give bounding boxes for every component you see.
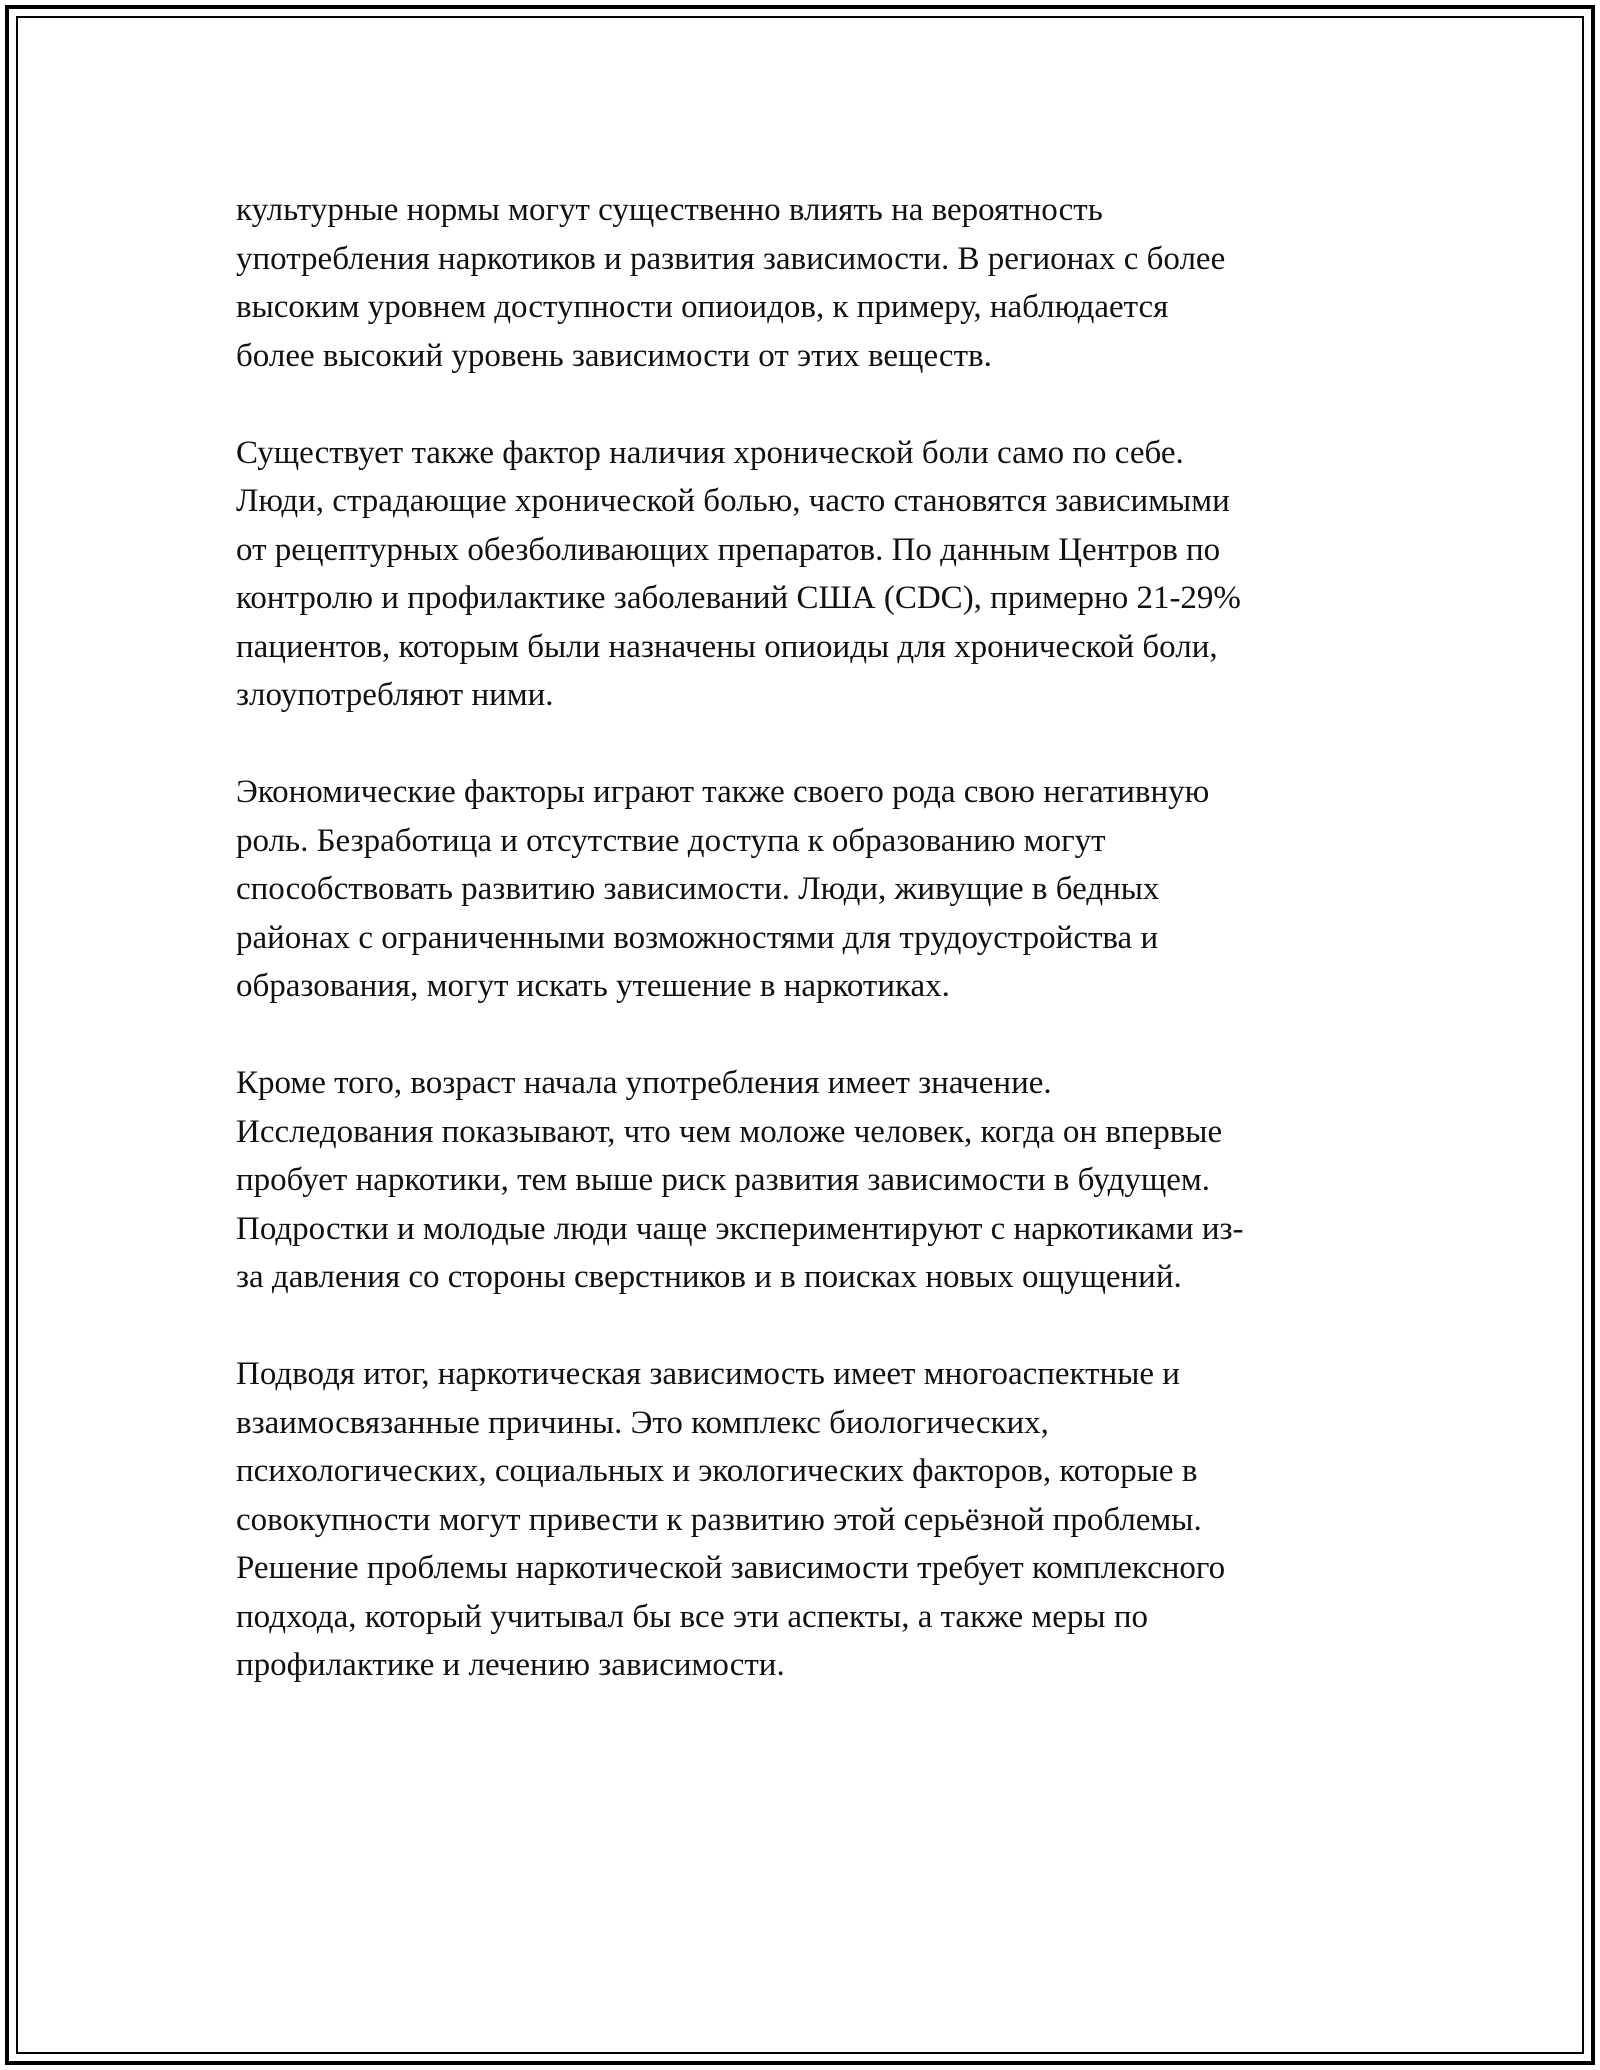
text-line: взаимосвязанные причины. Это комплекс биологических, <box>236 1404 1049 1441</box>
text-line: психологических, социальных и экологических факторов, которые в <box>236 1453 1198 1489</box>
text-line: высоким уровнем доступности опиоидов, к примеру, наблюдается <box>236 289 1169 325</box>
text-line: пробует наркотики, тем выше риск развития зависимости в будущем. <box>236 1162 1211 1198</box>
text-line: культурные нормы могут существенно влиять на вероятность <box>236 192 1103 228</box>
text-line: Решение проблемы наркотической зависимости требует комплексного <box>236 1550 1226 1586</box>
text-line: за давления со стороны сверстников и в поисках новых ощущений. <box>236 1259 1182 1295</box>
text-line: совокупности могут привести к развитию этой серьёзной проблемы. <box>236 1501 1202 1538</box>
paragraph-conclusion <box>236 1350 1386 1690</box>
text-line: способствовать развитию зависимости. Люди, живущие в бедных <box>236 871 1160 907</box>
text-line: Экономические факторы играют также своего рода свою негативную <box>236 774 1210 810</box>
text-line: роль. Безработица и отсутствие доступа к образованию могут <box>236 822 1106 859</box>
document-body <box>236 186 1386 1738</box>
text-line: Существует также фактор наличия хронической боли само по себе. <box>236 434 1184 471</box>
text-line: Кроме того, возраст начала употребления имеет значение. <box>236 1065 1052 1101</box>
text-line: употребления наркотиков и развития зависимости. В регионах с более <box>236 240 1226 277</box>
text-line: районах с ограниченными возможностями для трудоустройства и <box>236 919 1159 956</box>
text-line: Подводя итог, наркотическая зависимость имеет многоаспектные и <box>236 1356 1180 1392</box>
text-line: злоупотребляют ними. <box>236 677 554 713</box>
text-line: Исследования показывают, что чем моложе человек, когда он впервые <box>236 1113 1223 1150</box>
text-line: пациентов, которым были назначены опиоиды для хронической боли, <box>236 628 1218 665</box>
paragraph-cultural-norms <box>236 186 1386 380</box>
text-line: профилактике и лечению зависимости. <box>236 1647 785 1683</box>
text-line: образования, могут искать утешение в наркотиках. <box>236 968 950 1004</box>
text-line: контролю и профилактике заболеваний США (CDC), примерно 21-29% <box>236 580 1241 616</box>
paragraph-age-of-onset <box>236 1059 1386 1302</box>
text-line: Люди, страдающие хронической болью, часто становятся зависимыми <box>236 483 1230 519</box>
text-line: подхода, который учитывал бы все эти аспекты, а также меры по <box>236 1598 1148 1635</box>
paragraph-economic-factors <box>236 768 1386 1011</box>
text-line: от рецептурных обезболивающих препаратов. По данным Центров по <box>236 531 1221 568</box>
text-line: Подростки и молодые люди чаще экспериментируют с наркотиками из- <box>236 1210 1244 1247</box>
text-line: более высокий уровень зависимости от этих веществ. <box>236 337 992 374</box>
paragraph-chronic-pain <box>236 429 1386 720</box>
